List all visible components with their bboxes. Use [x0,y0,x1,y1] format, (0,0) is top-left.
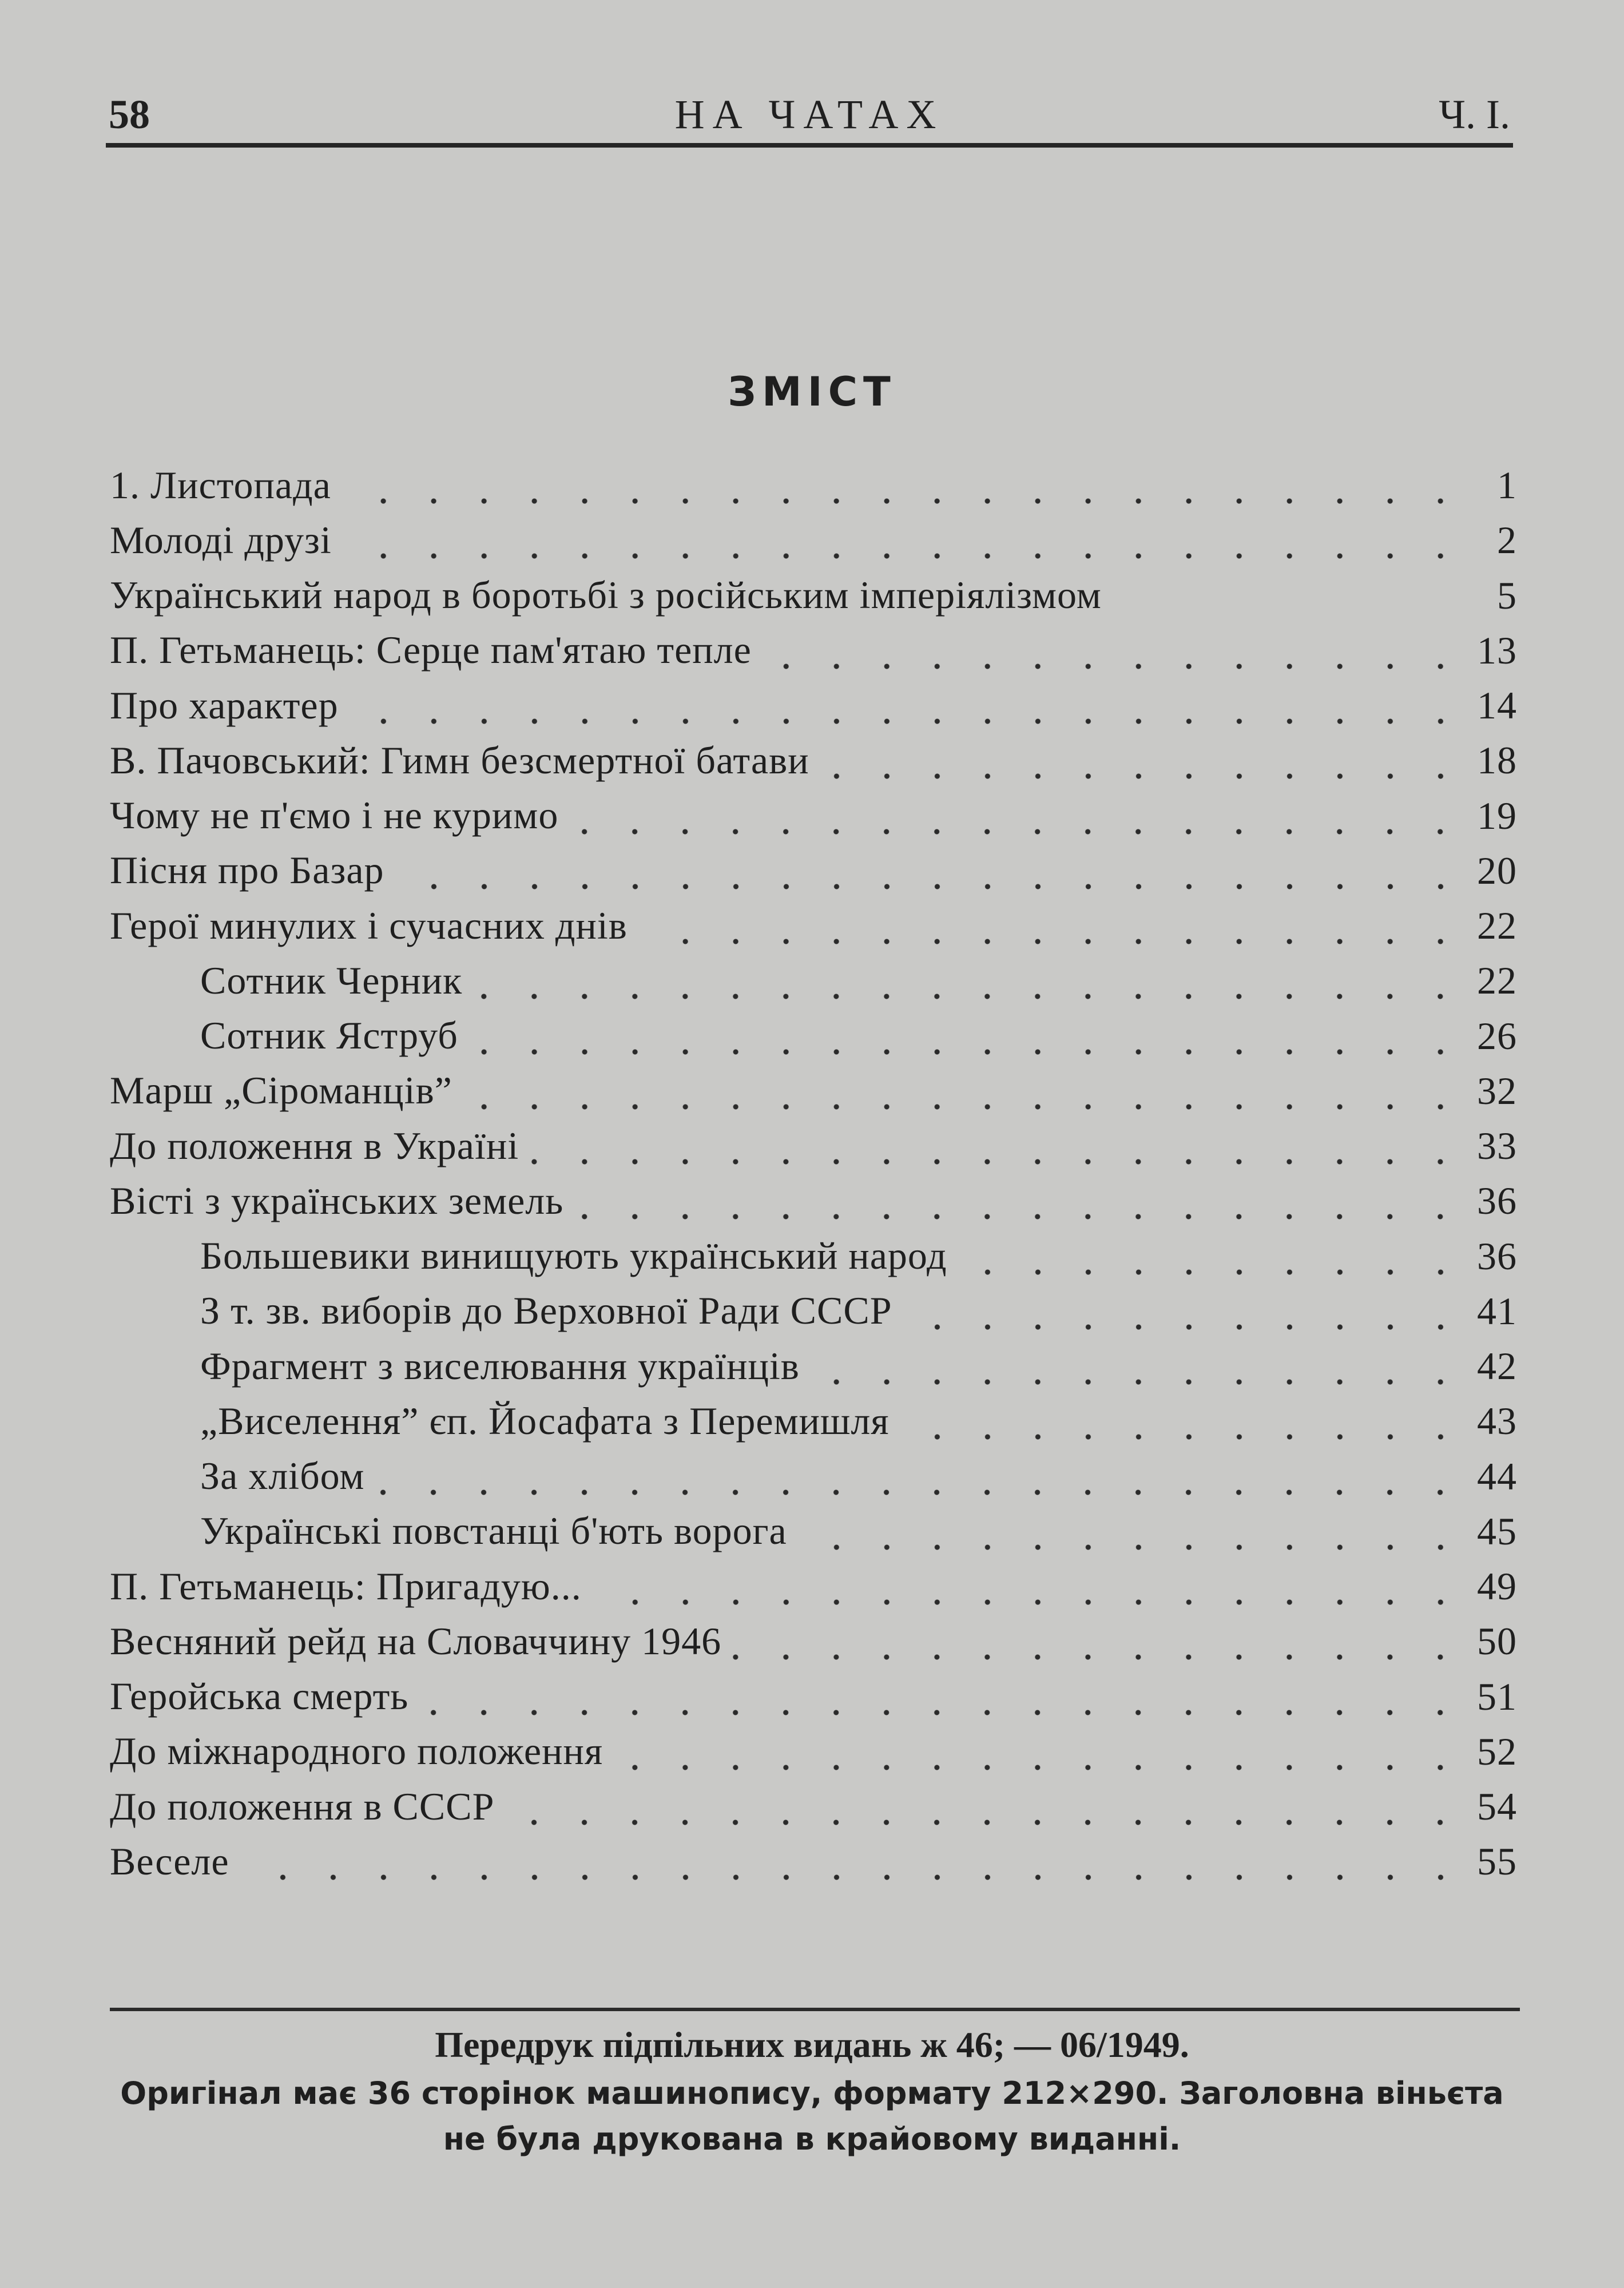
toc-subentry [110,1008,1517,1063]
toc-entry [110,1834,1517,1889]
toc-entry [110,898,1517,953]
dot-leader [614,1729,1466,1774]
dot-leader [904,1288,1466,1334]
toc-entry-page: 43 [1477,1399,1517,1443]
toc-entry-page: 36 [1477,1179,1517,1223]
dot-leader [799,1508,1466,1554]
toc-entry-title: Українські повстанці б'ють ворога [200,1509,787,1553]
toc-entry-page: 55 [1477,1840,1517,1884]
toc-subentry [110,1393,1517,1448]
toc-entry-title: Весняний рейд на Словаччину 1946 [110,1619,722,1663]
dot-leader [470,1013,1466,1059]
toc-entry-page: 41 [1477,1289,1517,1333]
toc-entry-page: 20 [1477,848,1517,892]
running-header [109,86,1510,143]
toc-entry [110,623,1517,678]
dot-leader [396,848,1466,893]
toc-entry-title: Геройська смерть [110,1674,409,1718]
dot-leader [575,1178,1466,1224]
table-of-contents [110,458,1517,1889]
toc-entry-page: 5 [1497,573,1517,617]
toc-entry [110,1614,1517,1669]
dot-leader [639,903,1466,948]
dot-leader [506,1783,1466,1829]
toc-entry-page: 22 [1477,904,1517,947]
toc-entry [110,458,1517,513]
toc-entry [110,1118,1517,1173]
original-format-note: Оригінал має 36 сторінок машинопису, формату 212×290. Заголовна віньєта [120,2075,1504,2111]
toc-entry-page: 50 [1477,1619,1517,1663]
dot-leader [474,958,1466,1003]
toc-entry [110,1669,1517,1724]
toc-entry-page: 44 [1477,1454,1517,1498]
toc-entry-title: За хлібом [200,1454,365,1498]
toc-entry-title: Пісня про Базар [110,848,384,892]
toc-entry-title: До міжнародного положення [110,1729,603,1773]
toc-entry-title: Чому не п'ємо і не куримо [110,793,559,837]
header-rule [106,143,1513,148]
toc-entry [110,1173,1517,1228]
dot-leader [241,1838,1466,1884]
toc-entry-page: 2 [1497,518,1517,562]
dot-leader [350,682,1466,728]
header-part: Ч. І. [1439,92,1510,137]
toc-entry-title: Марш „Сіроманців” [110,1068,452,1113]
reprint-note: Передрук підпільних видань ж 46; — 06/1949. [435,2024,1189,2065]
vignette-note: не була друкована в крайовому виданні. [443,2121,1181,2157]
toc-entry-title: П. Гетьманець: Пригадую... [110,1564,582,1608]
toc-entry-page: 52 [1477,1729,1517,1773]
toc-entry-title: Веселе [110,1839,229,1883]
toc-entry-page: 1 [1497,463,1517,507]
dot-leader [343,462,1466,508]
toc-entry-title: П. Гетьманець: Серце пам'ятаю тепле [110,628,752,672]
toc-entry [110,1559,1517,1614]
toc-entry [110,678,1517,733]
toc-entry-page: 19 [1477,793,1517,837]
dot-leader [901,1398,1466,1444]
toc-entry-title: Сотник Черник [200,958,463,1002]
toc-subentry [110,1449,1517,1504]
toc-entry [110,1779,1517,1834]
header-title: НА ЧАТАХ [674,92,944,137]
toc-entry-title: Молоді друзі [110,518,332,562]
toc-entry [110,733,1517,788]
toc-entry-title: З т. зв. виборів до Верховної Ради СССР [200,1289,892,1333]
toc-entry-title: Большевики винищують український народ [200,1234,947,1278]
toc-entry-page: 22 [1477,959,1517,1003]
dot-leader [763,627,1466,673]
toc-entry-page: 42 [1477,1344,1517,1388]
dot-leader [1113,573,1466,618]
footer-rule [110,2008,1520,2011]
dot-leader [420,1674,1466,1719]
toc-subentry [110,1338,1517,1393]
toc-entry-page: 14 [1477,684,1517,727]
dot-leader [570,793,1466,839]
toc-entry-title: До положення в Україні [110,1123,519,1167]
toc-entry-page: 51 [1477,1674,1517,1718]
toc-subentry [110,1504,1517,1559]
toc-entry-title: Про характер [110,683,339,727]
toc-entry-title: Сотник Яструб [200,1014,458,1058]
toc-entry [110,513,1517,567]
header-page-number: 58 [109,92,150,137]
toc-entry-page: 49 [1477,1564,1517,1608]
toc-subentry [110,1284,1517,1338]
toc-entry [110,843,1517,898]
toc-entry-title: Герої минулих і сучасних днів [110,903,628,947]
toc-entry-page: 33 [1477,1124,1517,1167]
dot-leader [343,517,1466,563]
dot-leader [530,1123,1466,1169]
toc-entry-page: 32 [1477,1068,1517,1113]
toc-entry-title: До положення в СССР [110,1784,495,1828]
toc-entry-page: 13 [1477,628,1517,672]
dot-leader [733,1618,1466,1664]
dot-leader [821,737,1466,783]
toc-entry-page: 54 [1477,1785,1517,1828]
toc-entry-title: Вісті з українських земель [110,1178,564,1222]
dot-leader [464,1068,1466,1114]
toc-entry-page: 36 [1477,1234,1517,1278]
toc-entry [110,568,1517,623]
toc-subentry [110,1229,1517,1284]
toc-entry-title: Фрагмент з виселювання українців [200,1344,800,1388]
toc-entry-page: 18 [1477,738,1517,782]
toc-entry [110,1063,1517,1118]
toc-entry-title: В. Пачовський: Гимн безсмертної батави [110,738,809,782]
dot-leader [959,1233,1466,1279]
toc-entry-page: 26 [1477,1014,1517,1058]
toc-heading: ЗМІСТ [728,368,896,415]
dot-leader [376,1453,1466,1499]
toc-entry [110,788,1517,843]
toc-entry-title: 1. Листопада [110,463,331,507]
dot-leader [593,1563,1466,1609]
toc-entry-page: 45 [1477,1509,1517,1553]
toc-entry [110,1724,1517,1779]
toc-entry-title: Український народ в боротьбі з російським імперіялізмом [110,573,1102,617]
toc-subentry [110,953,1517,1008]
dot-leader [811,1343,1466,1389]
toc-entry-title: „Виселення” єп. Йосафата з Перемишля [200,1399,890,1443]
